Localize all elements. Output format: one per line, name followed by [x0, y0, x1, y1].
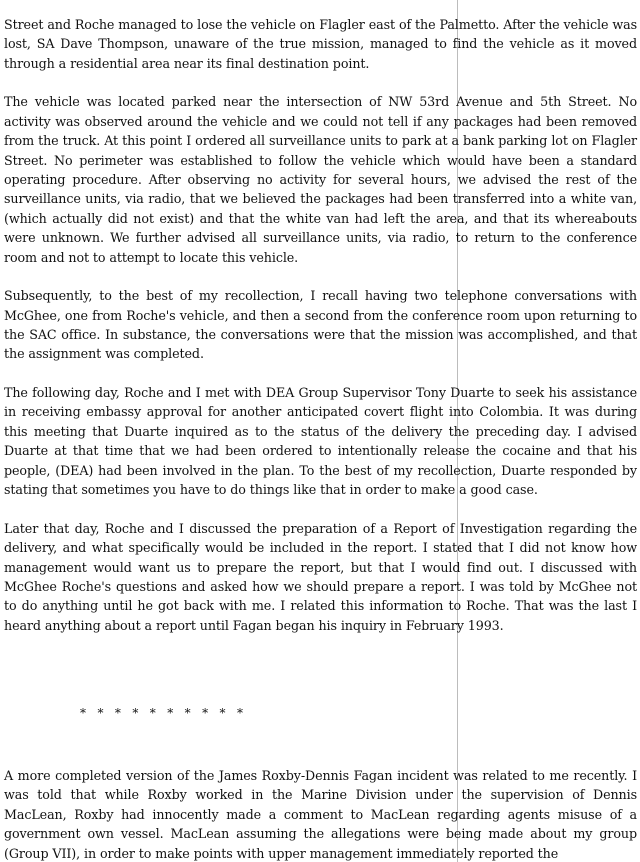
section-separator-stars: * * * * * * * * * *: [80, 706, 243, 720]
document-body: [4, 15, 637, 654]
paragraph-roxby-fagan-incident: A more completed version of the James Roxby-Dennis Fagan incident was related to me recently. I was told that while Roxby worked in the Marine Division under the supervision of Dennis MacLean, Roxby had innocently made a comment to MacLean regarding agents misuse of a government own vessel. MacLean assuming the allegations were being made about my group (Group VII), in order to make points with upper management immediately reported the: [4, 768, 637, 861]
paragraph-dea-meeting: The following day, Roche and I met with DEA Group Supervisor Tony Duarte to seek his assistance in receiving embassy approval for another anticipated covert flight into Colombia. It was during this meeting that Duarte inquired as to the status of the delivery the preceding day. I advised Duarte at that time that we had been ordered to intentionally release the cocaine and that his people, (DEA) had been involved in the plan. To the best of my recollection, Duarte responded by stating that sometimes you have to do things like that in order to make a good case.: [4, 385, 637, 498]
paragraph-vehicle-located: The vehicle was located parked near the intersection of NW 53rd Avenue and 5th Street. No activity was observed around the vehicle and we could not tell if any packages had been removed from the truck. At this point I ordered all surveillance units to park at a bank parking lot on Flagler Street. No perimeter was established to follow the vehicle which would have been a standard operating procedure. After observing no activity for several hours, we advised the rest of the surveillance units, via radio, that we believed the packages had been transferred into a white van, (which actually did not exist) and that the white van had left the area, and that its whereabouts were unknown. We further advised all surveillance units, via radio, to return to the conference room and not to attempt to locate this vehicle.: [4, 94, 637, 265]
paragraph-vehicle-lost: Street and Roche managed to lose the vehicle on Flagler east of the Palmetto. After the vehicle was lost, SA Dave Thompson, unaware of the true mission, managed to find the vehicle as it moved through a residential area near its final destination point.: [4, 17, 637, 71]
paragraph-telephone-conversations: Subsequently, to the best of my recollection, I recall having two telephone conversations with McGhee, one from Roche's vehicle, and then a second from the conference room upon returning to the SAC office. In substance, the conversations were that the mission was accomplished, and that the assignment was completed.: [4, 288, 637, 362]
paragraph-report-discussion: Later that day, Roche and I discussed the preparation of a Report of Investigation regarding the delivery, and what specifically would be included in the report. I stated that I did not know how management would want us to prepare the report, but that I would find out. I discussed with McGhee Roche's questions and asked how we should prepare a report. I was told by McGhee not to do anything until he got back with me. I related this information to Roche. That was the last I heard anything about a report until Fagan began his inquiry in February 1993.: [4, 520, 637, 633]
